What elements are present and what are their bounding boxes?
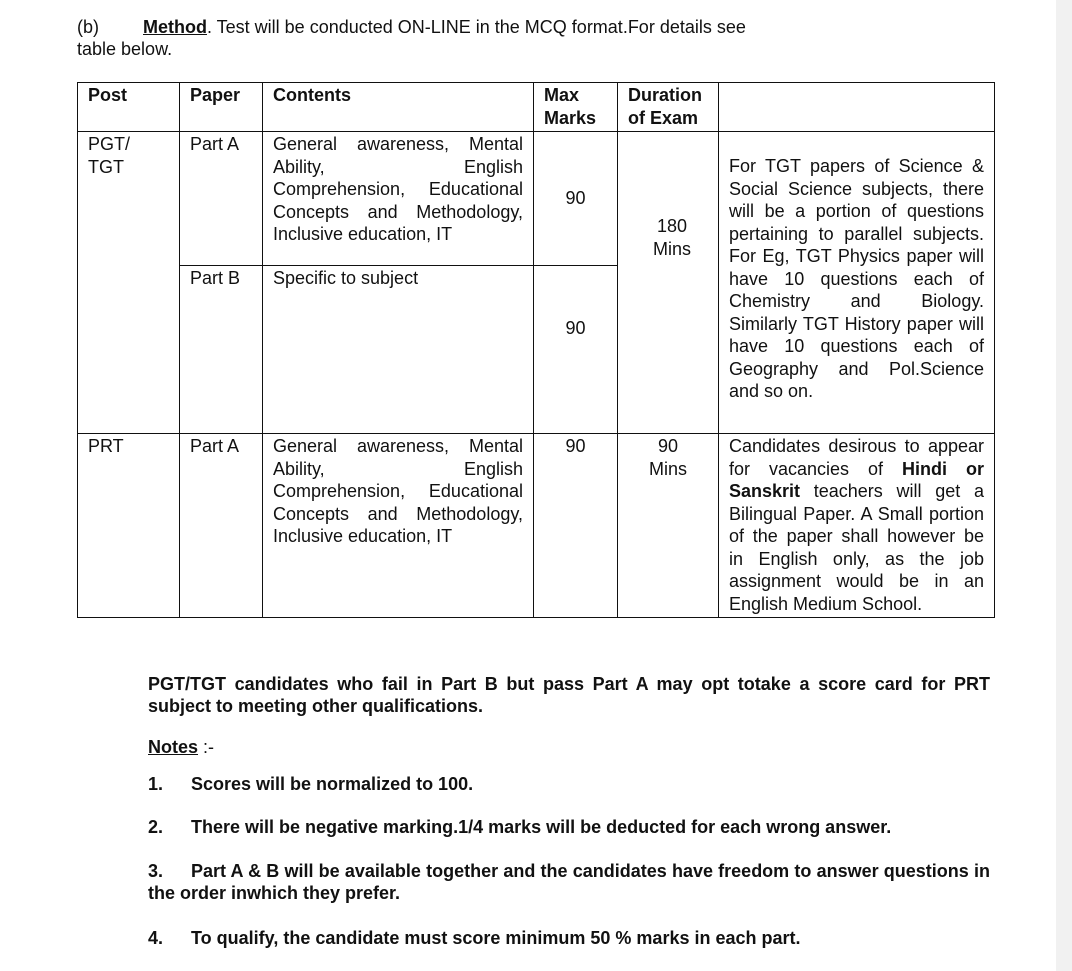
cell-paper-part-b: Part B xyxy=(180,266,263,434)
cell-paper-part-a: Part A xyxy=(180,132,263,266)
header-duration: Duration of Exam xyxy=(618,83,719,132)
cell-post-pgt-tgt: PGT/ TGT xyxy=(78,132,180,434)
cell-contents-prt: General awareness, Mental Ability, English Comprehension, Educational Concepts and Methodology, Inclusive education, IT xyxy=(263,434,534,618)
method-label: Method xyxy=(143,17,207,37)
header-post: Post xyxy=(78,83,180,132)
cell-marks-part-b: 90 xyxy=(534,266,618,434)
method-text: . Test will be conducted ON-LINE in the MCQ format.For details see xyxy=(206,17,746,37)
cell-paper-prt: Part A xyxy=(180,434,263,618)
note-item-3: 3. Part A & B will be available together and the candidates have freedom to answer questions in the order inwhich they prefer. xyxy=(148,861,990,903)
cell-contents-part-a: General awareness, Mental Ability, English Comprehension, Educational Concepts and Methodology, Inclusive education, IT xyxy=(263,132,534,266)
header-remarks xyxy=(719,83,995,132)
cell-remarks-prt: Candidates desirous to appear for vacancies of Hindi or Sanskrit teachers will get a Bilingual Paper. A Small portion of the paper shall however be in English only, as the job assignment would be in an English Medium School. xyxy=(719,434,995,618)
cell-remarks-pgt-tgt: For TGT papers of Science & Social Science subjects, there will be a portion of questions pertaining to parallel subjects. For Eg, TGT Physics paper will have 10 questions each of Chemistry and Biology. Similarly TGT History paper will have 10 questions each of Geography and Pol.Science and so on. xyxy=(719,132,995,434)
header-max-marks: Max Marks xyxy=(534,83,618,132)
notes-heading: Notes :- xyxy=(148,737,215,757)
table-row-pgt-part-a xyxy=(78,132,995,266)
cell-post-prt: PRT xyxy=(78,434,180,618)
page-edge xyxy=(1056,0,1072,971)
exam-pattern-table xyxy=(77,82,995,618)
cell-duration-pgt-tgt: 180 Mins xyxy=(618,132,719,434)
table-row-prt xyxy=(78,434,995,618)
note-item-1: 1. Scores will be normalized to 100. xyxy=(148,774,474,794)
header-paper: Paper xyxy=(180,83,263,132)
cell-duration-prt: 90 Mins xyxy=(618,434,719,618)
note-item-2: 2. There will be negative marking.1/4 marks will be deducted for each wrong answer. xyxy=(148,817,892,837)
method-text-continued: table below. xyxy=(77,39,173,59)
header-contents: Contents xyxy=(263,83,534,132)
note-item-4: 4. To qualify, the candidate must score minimum 50 % marks in each part. xyxy=(148,928,801,948)
cell-marks-prt: 90 xyxy=(534,434,618,618)
score-card-note: PGT/TGT candidates who fail in Part B but pass Part A may opt totake a score card for PRT subject to meeting other qualifications. xyxy=(148,674,990,716)
section-label: (b) xyxy=(77,17,99,37)
table-header-row xyxy=(78,83,995,132)
cell-contents-part-b: Specific to subject xyxy=(263,266,534,434)
method-paragraph xyxy=(77,16,837,60)
cell-marks-part-a: 90 xyxy=(534,132,618,266)
